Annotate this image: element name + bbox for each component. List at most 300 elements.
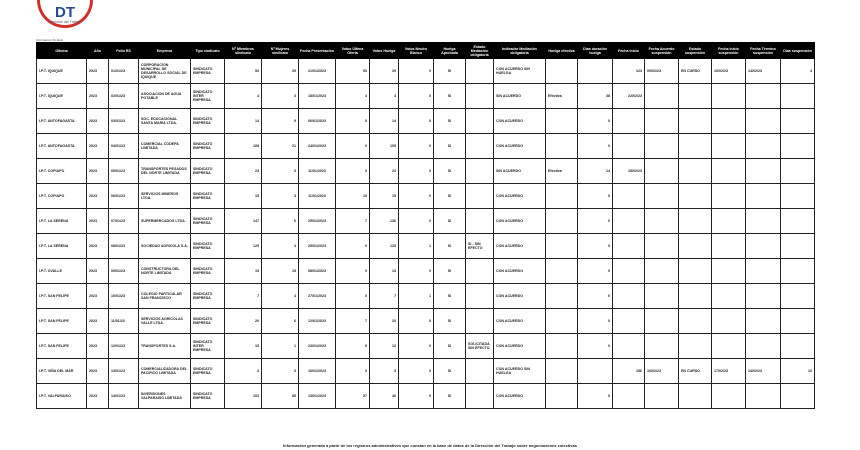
table-cell	[645, 259, 679, 284]
column-header: Indicador Mediación obligatoria	[494, 43, 546, 59]
table-cell: 06/01/2023	[299, 109, 336, 134]
table-cell	[613, 284, 645, 309]
table-cell	[466, 384, 494, 409]
table-cell: 0	[578, 134, 613, 159]
table-cell: 105	[370, 134, 399, 159]
table-cell	[746, 209, 781, 234]
table-cell: 01/01/23	[109, 59, 139, 84]
table-cell	[645, 384, 679, 409]
table-cell: SINDICATO EMPRESA	[191, 59, 225, 84]
table-cell: I.P.T. SAN FELIPE	[37, 334, 87, 359]
table-cell	[781, 384, 815, 409]
table-cell: 39	[370, 59, 399, 84]
table-cell: 2023	[87, 359, 109, 384]
column-header: Días suspensión	[781, 43, 815, 59]
table-cell: 0	[578, 234, 613, 259]
table-cell: 09/01/23	[109, 259, 139, 284]
table-cell: 08/01/2023	[299, 259, 336, 284]
table-cell: 23/01/2023	[299, 334, 336, 359]
table-cell	[546, 184, 578, 209]
table-cell: 10/02/23	[712, 59, 746, 84]
table-cell: 11/01/2023	[299, 159, 336, 184]
table-cell	[712, 309, 746, 334]
table-cell: 0	[399, 109, 434, 134]
table-cell	[712, 384, 746, 409]
table-cell: I.P.T. LA SERENA	[37, 234, 87, 259]
table-cell	[645, 309, 679, 334]
table-cell: SINDICATO EMPRESA	[191, 109, 225, 134]
table-cell: I.P.T. COPIAPO	[37, 159, 87, 184]
table-cell: 6	[262, 309, 299, 334]
table-cell	[746, 284, 781, 309]
table-cell: 15	[370, 184, 399, 209]
table-cell	[578, 359, 613, 384]
table-cell	[613, 109, 645, 134]
table-cell	[466, 359, 494, 384]
table-cell: 15	[225, 259, 262, 284]
table-cell	[679, 334, 712, 359]
table-cell: 136	[370, 209, 399, 234]
table-cell	[679, 109, 712, 134]
table-cell: SI - SIN EFECTO	[466, 234, 494, 259]
table-cell: 13/01/23	[109, 359, 139, 384]
table-cell: 57	[336, 384, 370, 409]
table-cell: 4	[370, 84, 399, 109]
table-cell	[712, 234, 746, 259]
table-cell: 125	[225, 234, 262, 259]
table-row	[37, 109, 815, 134]
table-cell: CON ACUERDO	[494, 134, 546, 159]
table-cell: 11/01/23	[109, 309, 139, 334]
table-cell: 0	[578, 284, 613, 309]
table-cell: CON ACUERDO	[494, 109, 546, 134]
table-cell: 0	[336, 109, 370, 134]
table-cell: 15	[225, 334, 262, 359]
table-cell: 16/02/23	[645, 359, 679, 384]
table-cell	[645, 109, 679, 134]
table-cell: I.P.T. SAN FELIPE	[37, 309, 87, 334]
table-cell	[746, 109, 781, 134]
table-row	[37, 234, 815, 259]
table-cell: ASOCIACION DE AGUA POTABLE	[139, 84, 191, 109]
column-header: Días duración huelga	[578, 43, 613, 59]
table-row	[37, 209, 815, 234]
table-cell: 2023	[87, 309, 109, 334]
table-cell: INVERSIONES VALPARAISO LIMITADA	[139, 384, 191, 409]
column-header: Folio RS	[109, 43, 139, 59]
table-cell	[746, 234, 781, 259]
table-cell	[645, 284, 679, 309]
table-cell: 2023	[87, 159, 109, 184]
table-cell: I.P.T. ANTOFAGASTA	[37, 134, 87, 159]
table-cell	[781, 334, 815, 359]
column-header: Nº Mujeres sindicato	[262, 43, 299, 59]
column-header: Fecha Acuerdo suspensión	[645, 43, 679, 59]
table-cell: 108	[225, 134, 262, 159]
table-cell: 10/01/23	[109, 284, 139, 309]
table-cell: SERVICIOS AGRICOLAS VALLE LTDA.	[139, 309, 191, 334]
logo-text: DT	[55, 4, 75, 21]
table-cell: 04/01/23	[109, 134, 139, 159]
table-cell: 4	[225, 84, 262, 109]
table-cell: 3	[262, 359, 299, 384]
table-cell	[645, 334, 679, 359]
table-cell: CON ACUERDO	[494, 234, 546, 259]
table-cell	[679, 384, 712, 409]
column-header: Huelga Aprobada	[434, 43, 466, 59]
table-cell	[712, 334, 746, 359]
table-cell	[578, 59, 613, 84]
table-cell: 3	[370, 359, 399, 384]
table-cell: 0	[336, 259, 370, 284]
table-cell: 11/01/2023	[299, 184, 336, 209]
table-cell: SINDICATO INTER EMPRESA	[191, 84, 225, 109]
table-cell: CORPORACION MUNICIPAL DE DESARROLLO SOCIAL DE IQUIQUE	[139, 59, 191, 84]
negotiation-table	[36, 42, 815, 409]
table-cell: 4	[262, 284, 299, 309]
table-cell: 15	[262, 259, 299, 284]
table-cell	[645, 209, 679, 234]
column-header: Estado Mediación obligatoria	[466, 43, 494, 59]
table-cell: COMERCIAL CODEPA LIMITADA	[139, 134, 191, 159]
table-cell: 2023	[87, 134, 109, 159]
table-cell: CON ACUERDO SIN HUELGA	[494, 59, 546, 84]
table-cell: 0	[578, 259, 613, 284]
table-cell	[546, 309, 578, 334]
table-cell: 20	[225, 309, 262, 334]
table-cell: SINDICATO EMPRESA	[191, 384, 225, 409]
table-cell: SI	[434, 59, 466, 84]
table-cell: 0	[399, 334, 434, 359]
table-cell: 0	[336, 284, 370, 309]
table-cell	[712, 134, 746, 159]
footer-note: Información generada a partir de los registros administrativos que constan en la base de datos de la Dirección del Trabajo sobre negociaciones colectivas	[283, 443, 577, 448]
table-cell: 40	[370, 384, 399, 409]
table-cell: I.P.T. LA SERENA	[37, 209, 87, 234]
table-cell: 14	[578, 159, 613, 184]
column-header: Estado suspensión	[679, 43, 712, 59]
table-cell	[712, 259, 746, 284]
table-row	[37, 359, 815, 384]
table-cell: 14/01/23	[109, 384, 139, 409]
column-header: Fecha inicio	[613, 43, 645, 59]
table-cell: 2023	[87, 84, 109, 109]
table-cell: 2023	[87, 259, 109, 284]
table-cell	[613, 334, 645, 359]
table-cell: 0	[336, 234, 370, 259]
table-cell: SI	[434, 109, 466, 134]
column-header: Huelga efectiva	[546, 43, 578, 59]
table-cell	[466, 184, 494, 209]
table-cell: 0	[336, 134, 370, 159]
table-cell	[613, 209, 645, 234]
table-cell	[781, 184, 815, 209]
table-cell	[712, 159, 746, 184]
table-cell: SINDICATO EMPRESA	[191, 159, 225, 184]
table-cell: I.P.T. VALPARAISO	[37, 384, 87, 409]
table-cell	[781, 134, 815, 159]
table-cell: 21/01/2023	[299, 59, 336, 84]
table-cell: 15	[225, 184, 262, 209]
column-header: Votos Última Oferta	[336, 43, 370, 59]
table-cell: SINDICATO EMPRESA	[191, 184, 225, 209]
table-cell: 0	[578, 334, 613, 359]
table-cell: 23	[225, 159, 262, 184]
table-cell	[746, 309, 781, 334]
table-cell	[546, 359, 578, 384]
table-cell: I.P.T. IQUIQUE	[37, 84, 87, 109]
table-cell: TRANSPORTES PESADOS DEL NORTE LIMITADA	[139, 159, 191, 184]
table-cell: 13/01/2023	[299, 384, 336, 409]
table-cell: SI	[434, 259, 466, 284]
table-cell	[466, 84, 494, 109]
table-cell: I.P.T. VIÑA DEL MAR	[37, 359, 87, 384]
table-cell: 0	[578, 309, 613, 334]
table-cell: SINDICATO EMPRESA	[191, 259, 225, 284]
table-cell: 7	[336, 309, 370, 334]
table-cell	[546, 384, 578, 409]
table-cell: I.P.T. OVALLE	[37, 259, 87, 284]
table-cell: EN CURSO	[679, 359, 712, 384]
table-cell	[546, 134, 578, 159]
table-cell	[466, 209, 494, 234]
table-cell: 07/01/23	[109, 209, 139, 234]
table-cell	[712, 84, 746, 109]
table-row	[37, 259, 815, 284]
column-header: Fecha Presentación	[299, 43, 336, 59]
table-cell	[613, 384, 645, 409]
table-cell	[645, 184, 679, 209]
table-cell: SI	[434, 359, 466, 384]
column-header: Nº Miembros sindicato	[225, 43, 262, 59]
column-header: Empresa	[139, 43, 191, 59]
table-cell: Efectiva	[546, 159, 578, 184]
table-cell: 4	[336, 84, 370, 109]
table-cell	[645, 234, 679, 259]
table-cell	[645, 84, 679, 109]
table-header-row	[37, 43, 815, 59]
table-cell: CON ACUERDO	[494, 284, 546, 309]
table-cell	[679, 84, 712, 109]
table-cell: 0	[399, 159, 434, 184]
table-cell: 14/02/23	[746, 59, 781, 84]
table-cell: 2023	[87, 334, 109, 359]
table-cell: SI	[434, 384, 466, 409]
table-cell	[613, 309, 645, 334]
table-cell: 23	[370, 159, 399, 184]
table-cell	[546, 209, 578, 234]
table-cell	[712, 284, 746, 309]
table-row	[37, 309, 815, 334]
table-cell: SERVICIOS MINEROS LTDA.	[139, 184, 191, 209]
table-cell: CON ACUERDO	[494, 209, 546, 234]
table-cell: CON ACUERDO	[494, 309, 546, 334]
table-cell: SINDICATO EMPRESA	[191, 209, 225, 234]
table-cell	[679, 209, 712, 234]
table-cell	[781, 109, 815, 134]
table-cell	[746, 384, 781, 409]
table-cell: 5	[336, 334, 370, 359]
table-cell: 3	[262, 84, 299, 109]
table-cell: CON ACUERDO	[494, 384, 546, 409]
table-row	[37, 384, 815, 409]
table-cell: 0	[399, 259, 434, 284]
table-cell	[546, 59, 578, 84]
column-header: Año	[87, 43, 109, 59]
table-cell	[679, 134, 712, 159]
table-cell	[466, 159, 494, 184]
table-cell	[466, 284, 494, 309]
table-cell: CON ACUERDO	[494, 184, 546, 209]
table-cell: SINDICATO EMPRESA	[191, 234, 225, 259]
table-cell: 12	[370, 334, 399, 359]
table-cell: 02/01/23	[109, 84, 139, 109]
column-header: Votos Huelga	[370, 43, 399, 59]
table-cell	[781, 84, 815, 109]
table-cell: SIN ACUERDO	[494, 84, 546, 109]
table-cell	[746, 84, 781, 109]
table-cell: 0	[399, 309, 434, 334]
table-cell: SI	[434, 309, 466, 334]
table-cell: I.P.T. IQUIQUE	[37, 59, 87, 84]
table-cell: 4	[262, 234, 299, 259]
table-cell: 0	[399, 59, 434, 84]
table-cell: SI	[434, 234, 466, 259]
table-cell	[613, 134, 645, 159]
table-cell: 1	[399, 234, 434, 259]
table-row	[37, 84, 815, 109]
table-cell	[679, 159, 712, 184]
table-cell: 27/01/2023	[299, 284, 336, 309]
table-cell: 3	[262, 159, 299, 184]
table-cell: 17/02/23	[712, 359, 746, 384]
table-cell	[546, 234, 578, 259]
table-cell: 0	[399, 184, 434, 209]
table-cell	[781, 159, 815, 184]
table-cell	[712, 109, 746, 134]
table-cell: 6	[262, 209, 299, 234]
table-cell	[746, 159, 781, 184]
table-cell	[613, 234, 645, 259]
table-cell	[746, 134, 781, 159]
table-cell	[679, 234, 712, 259]
table-cell	[712, 209, 746, 234]
table-cell: 2023	[87, 234, 109, 259]
table-cell: 0	[336, 359, 370, 384]
table-cell: 24/01/2023	[299, 134, 336, 159]
table-cell: 14	[370, 109, 399, 134]
table-cell: 0	[578, 209, 613, 234]
column-header: Oficina	[37, 43, 87, 59]
table-cell: 0	[578, 184, 613, 209]
table-cell: 2023	[87, 184, 109, 209]
table-cell: 0	[399, 134, 434, 159]
table-cell: 1	[262, 334, 299, 359]
table-cell	[466, 309, 494, 334]
table-cell: 14	[225, 109, 262, 134]
column-header: Tipo sindicato	[191, 43, 225, 59]
table-cell	[466, 109, 494, 134]
table-cell: 12/01/23	[109, 334, 139, 359]
table-cell	[781, 284, 815, 309]
table-cell: COLEGIO PARTICULAR SAN FRANCISCO	[139, 284, 191, 309]
table-cell: 9	[262, 109, 299, 134]
table-cell	[466, 59, 494, 84]
table-cell	[466, 134, 494, 159]
table-cell: 10	[781, 359, 815, 384]
table-cell: I.P.T. ANTOFAGASTA	[37, 109, 87, 134]
table-cell: 2023	[87, 59, 109, 84]
table-cell: 03/01/23	[109, 109, 139, 134]
table-cell: 2023	[87, 384, 109, 409]
table-cell: SINDICATO EMPRESA	[191, 134, 225, 159]
table-cell	[645, 134, 679, 159]
table-cell: SOCIEDAD AGRICOLA S.A.	[139, 234, 191, 259]
table-cell: 156	[613, 359, 645, 384]
table-cell: 13	[370, 259, 399, 284]
table-cell: 3	[225, 359, 262, 384]
table-cell: 4	[781, 59, 815, 84]
table-cell: 0	[399, 209, 434, 234]
table-cell	[546, 259, 578, 284]
table-cell: 7	[336, 209, 370, 234]
table-cell: SINDICATO EMPRESA	[191, 284, 225, 309]
table-cell	[746, 259, 781, 284]
table-cell: SOC. EDUCACIONAL SANTA MARIA LTDA.	[139, 109, 191, 134]
table-cell: SOLICITADA SIN EFECTO	[466, 334, 494, 359]
table-cell: 0	[399, 84, 434, 109]
table-cell: 25/01/2023	[299, 234, 336, 259]
table-cell: 21	[262, 134, 299, 159]
table-cell	[466, 259, 494, 284]
table-cell: SI	[434, 334, 466, 359]
table-cell: SIN ACUERDO	[494, 159, 546, 184]
table-cell	[746, 334, 781, 359]
table-cell: 39	[262, 59, 299, 84]
table-cell	[546, 334, 578, 359]
table-cell: CON ACUERDO	[494, 334, 546, 359]
table-cell: CONSTRUCTORA DEL NORTE LIMITADA	[139, 259, 191, 284]
table-cell	[679, 259, 712, 284]
table-row	[37, 334, 815, 359]
table-cell: 85	[262, 384, 299, 409]
table-cell: 15/02/23	[613, 159, 645, 184]
table-cell: 0	[578, 384, 613, 409]
table-cell: SINDICATO EMPRESA	[191, 309, 225, 334]
table-cell: SI	[434, 159, 466, 184]
table-cell: CON ACUERDO	[494, 259, 546, 284]
table-cell: 5	[399, 384, 434, 409]
table-cell: I.P.T. SAN FELIPE	[37, 284, 87, 309]
table-cell	[613, 184, 645, 209]
table-row	[37, 59, 815, 84]
table-cell	[679, 184, 712, 209]
table-cell	[613, 259, 645, 284]
table-cell: 1	[399, 284, 434, 309]
table-cell: 18/01/2023	[299, 84, 336, 109]
table-cell: SI	[434, 209, 466, 234]
table-cell	[546, 284, 578, 309]
table-cell: SINDICATO INTER EMPRESA	[191, 334, 225, 359]
table-cell: 2023	[87, 209, 109, 234]
table-cell	[781, 209, 815, 234]
table-cell: 09/02/23	[645, 59, 679, 84]
table-cell: 147	[225, 209, 262, 234]
table-cell: Efectiva	[546, 84, 578, 109]
table-cell: SI	[434, 184, 466, 209]
table-cell	[781, 309, 815, 334]
table-cell	[712, 184, 746, 209]
